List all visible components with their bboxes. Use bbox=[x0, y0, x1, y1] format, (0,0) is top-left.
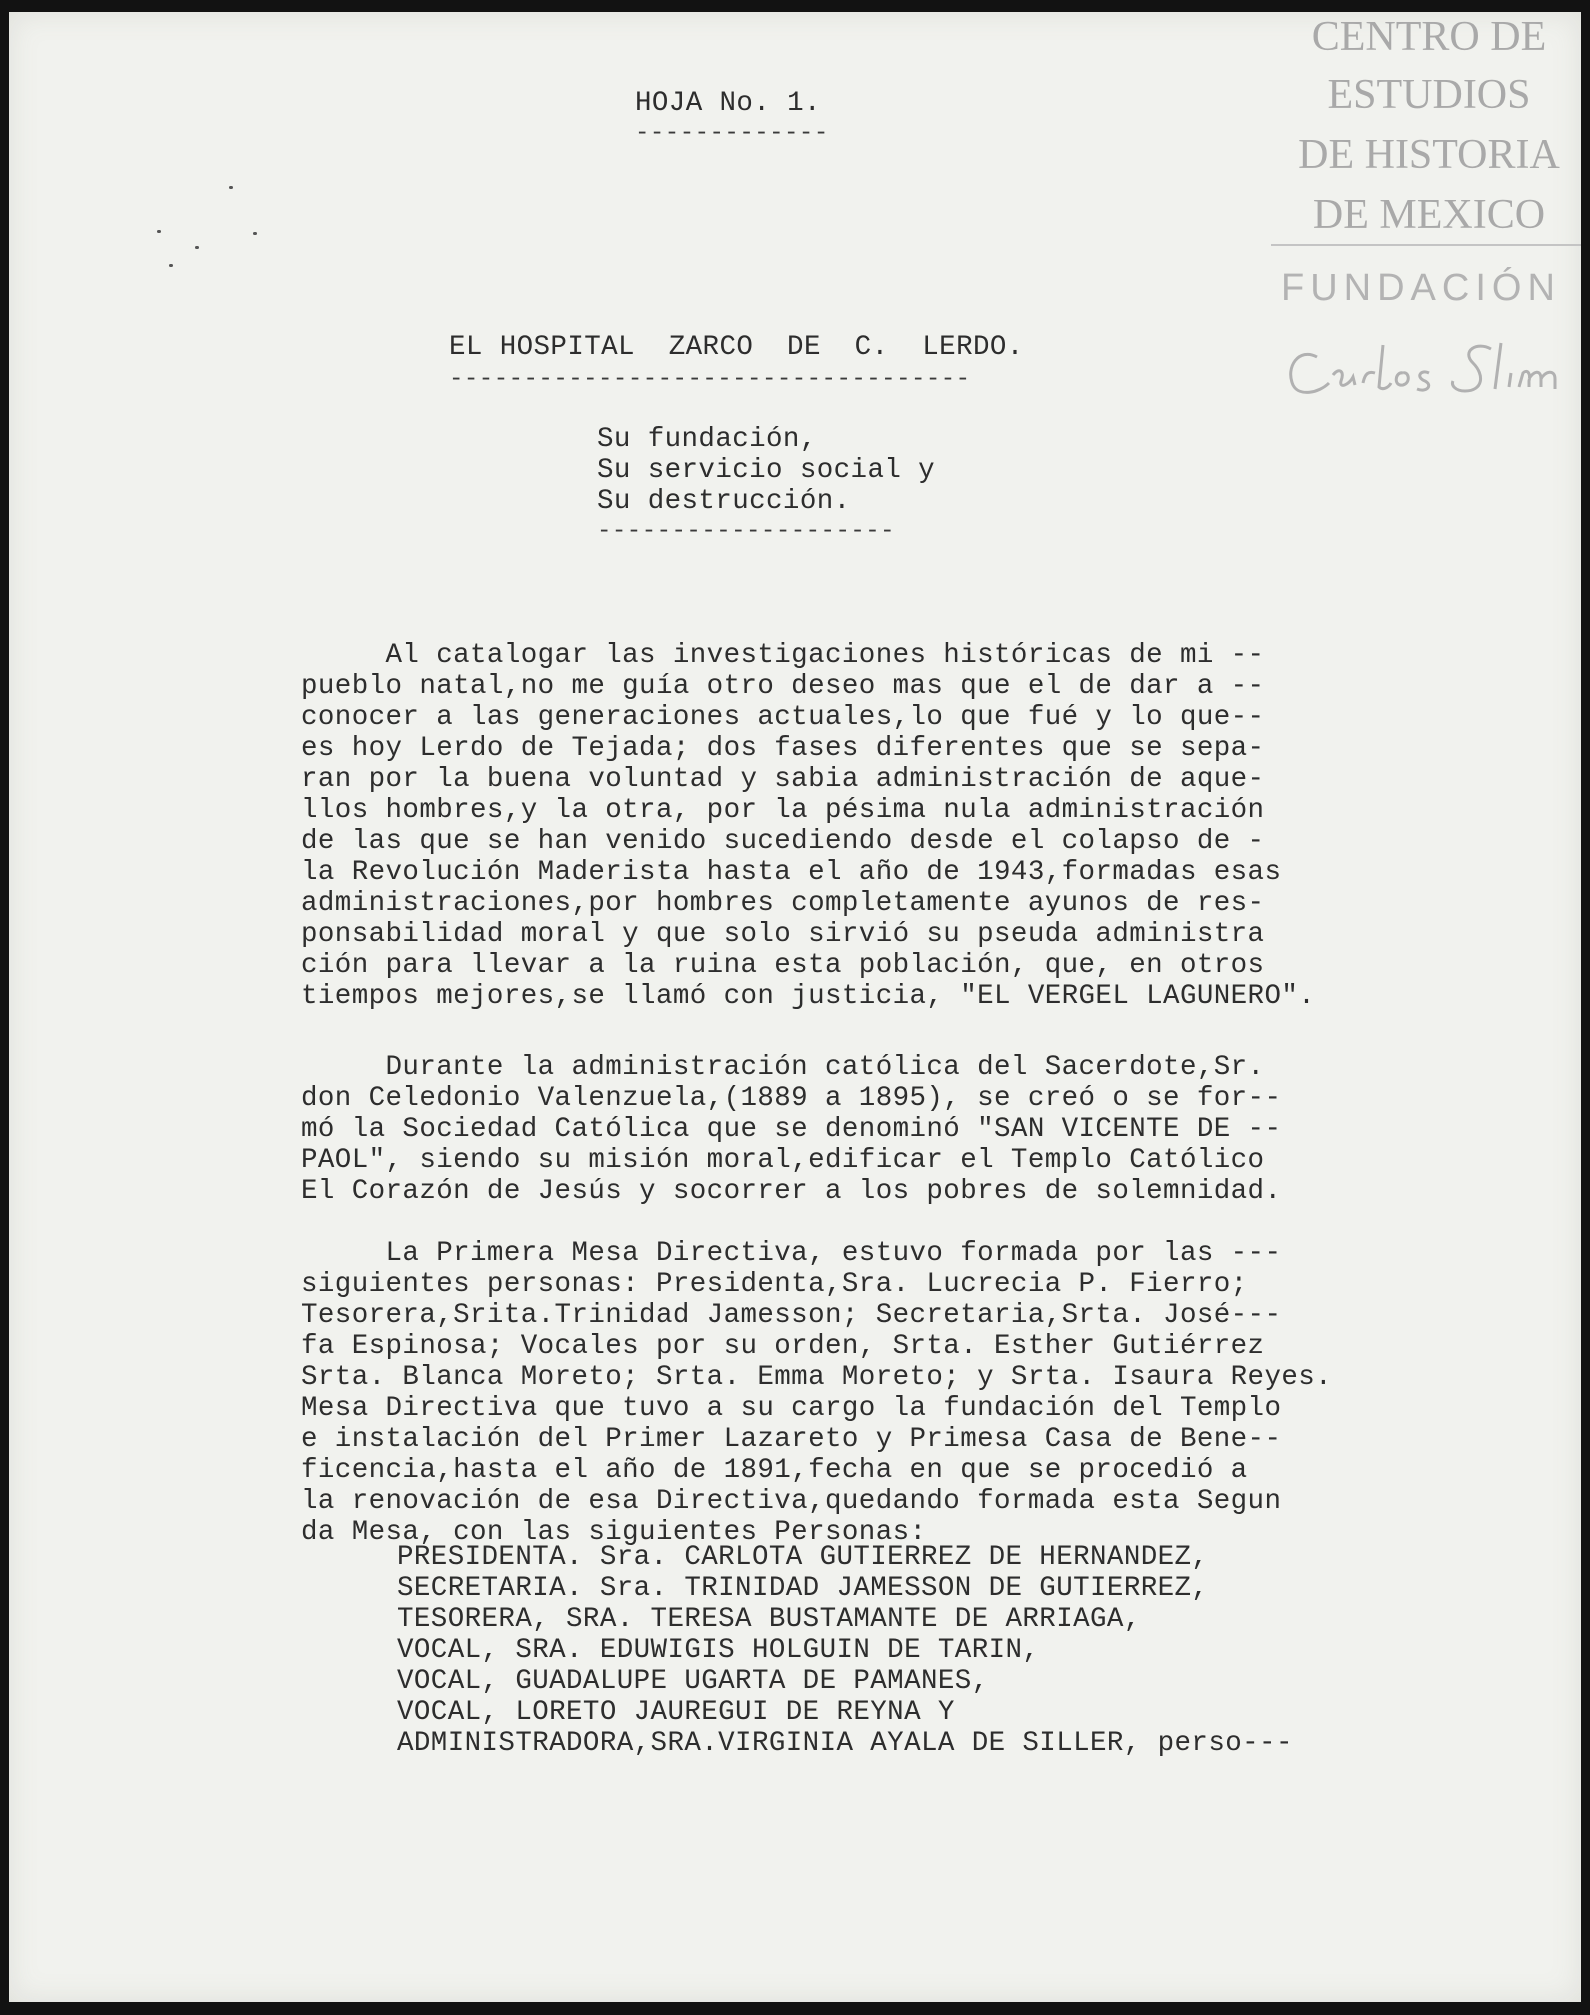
document-title-underline: ----------------------------------- bbox=[449, 366, 971, 393]
paragraph-1-line: llos hombres,y la otra, por la pésima nula administración bbox=[301, 795, 1265, 826]
board-member-line: TESORERA, SRA. TERESA BUSTAMANTE DE ARRIAGA, bbox=[397, 1604, 1141, 1635]
paragraph-1-line: pueblo natal,no me guía otro deseo mas que el de dar a -- bbox=[301, 671, 1265, 702]
paragraph-2-line: mó la Sociedad Católica que se denominó "SAN VICENTE DE -- bbox=[301, 1114, 1282, 1145]
watermark-line-3: DE HISTORIA bbox=[1298, 132, 1560, 178]
watermark-line-1: CENTRO DE bbox=[1311, 14, 1547, 60]
paragraph-1-line: ponsabilidad moral y que solo sirvió su pseuda administra bbox=[301, 919, 1265, 950]
carlos-slim-signature-icon bbox=[1279, 327, 1579, 407]
board-member-line: PRESIDENTA. Sra. CARLOTA GUTIERREZ DE HERNANDEZ, bbox=[397, 1542, 1209, 1573]
ink-speck bbox=[157, 230, 161, 233]
watermark-line-2: ESTUDIOS bbox=[1327, 72, 1531, 118]
paragraph-1-line: administraciones,por hombres completamente ayunos de res- bbox=[301, 888, 1265, 919]
watermark-foundation: FUNDACIÓN bbox=[1281, 267, 1561, 309]
ink-speck bbox=[195, 246, 199, 249]
ink-speck bbox=[169, 264, 173, 267]
board-member-line: VOCAL, LORETO JAUREGUI DE REYNA Y bbox=[397, 1697, 955, 1728]
paragraph-3-line: Tesorera,Srita.Trinidad Jamesson; Secretaria,Srta. José--- bbox=[301, 1300, 1282, 1331]
subtitle-line-2: Su servicio social y bbox=[597, 455, 936, 486]
paragraph-2-line: don Celedonio Valenzuela,(1889 a 1895), se creó o se for-- bbox=[301, 1083, 1282, 1114]
ink-speck bbox=[229, 186, 233, 189]
watermark-line-4: DE MEXICO bbox=[1312, 192, 1546, 238]
paragraph-3-line: fa Espinosa; Vocales por su orden, Srta. Esther Gutiérrez bbox=[301, 1331, 1265, 1362]
paragraph-3-line: Srta. Blanca Moreto; Srta. Emma Moreto; y Srta. Isaura Reyes. bbox=[301, 1362, 1333, 1393]
paragraph-2-line: Durante la administración católica del Sacerdote,Sr. bbox=[301, 1052, 1265, 1083]
board-member-line: ADMINISTRADORA,SRA.VIRGINIA AYALA DE SILLER, perso--- bbox=[397, 1728, 1293, 1759]
paragraph-2-line: PAOL", siendo su misión moral,edificar el Templo Católico bbox=[301, 1145, 1265, 1176]
watermark-divider bbox=[1271, 244, 1581, 246]
paragraph-1-line: ción para llevar a la ruina esta población, que, en otros bbox=[301, 950, 1265, 981]
paragraph-3-line: siguientes personas: Presidenta,Sra. Lucrecia P. Fierro; bbox=[301, 1269, 1248, 1300]
board-member-line: VOCAL, GUADALUPE UGARTA DE PAMANES, bbox=[397, 1666, 989, 1697]
sheet-label-underline: ------------- bbox=[635, 120, 829, 147]
paragraph-1-line: de las que se han venido sucediendo desde el colapso de - bbox=[301, 826, 1265, 857]
paragraph-3-line: Mesa Directiva que tuvo a su cargo la fundación del Templo bbox=[301, 1393, 1282, 1424]
paragraph-1-line: Al catalogar las investigaciones históricas de mi -- bbox=[301, 640, 1265, 671]
board-member-line: VOCAL, SRA. EDUWIGIS HOLGUIN DE TARIN, bbox=[397, 1635, 1040, 1666]
document-title: EL HOSPITAL ZARCO DE C. LERDO. bbox=[449, 332, 1024, 363]
paragraph-1-line: es hoy Lerdo de Tejada; dos fases diferentes que se sepa- bbox=[301, 733, 1265, 764]
paragraph-1-line: ran por la buena voluntad y sabia administración de aque- bbox=[301, 764, 1265, 795]
sheet-label: HOJA No. 1. bbox=[635, 88, 821, 119]
paragraph-3-line: ficencia,hasta el año de 1891,fecha en que se procedió a bbox=[301, 1455, 1248, 1486]
ink-speck bbox=[253, 232, 257, 235]
paragraph-1-line: la Revolución Maderista hasta el año de 1943,formadas esas bbox=[301, 857, 1282, 888]
subtitle-underline: -------------------- bbox=[597, 518, 896, 545]
paragraph-1-line: conocer a las generaciones actuales,lo que fué y lo que-- bbox=[301, 702, 1265, 733]
paragraph-2-line: El Corazón de Jesús y socorrer a los pobres de solemnidad. bbox=[301, 1176, 1282, 1207]
paragraph-3-line: da Mesa, con las siguientes Personas: bbox=[301, 1517, 927, 1548]
board-member-line: SECRETARIA. Sra. TRINIDAD JAMESSON DE GUTIERREZ, bbox=[397, 1573, 1209, 1604]
subtitle-line-1: Su fundación, bbox=[597, 424, 817, 455]
subtitle-line-3: Su destrucción. bbox=[597, 486, 851, 517]
paragraph-3-line: La Primera Mesa Directiva, estuvo formada por las --- bbox=[301, 1238, 1282, 1269]
paragraph-3-line: la renovación de esa Directiva,quedando formada esta Segun bbox=[301, 1486, 1282, 1517]
document-page bbox=[9, 12, 1581, 2002]
paragraph-3-line: e instalación del Primer Lazareto y Primesa Casa de Bene-- bbox=[301, 1424, 1282, 1455]
paragraph-1-line: tiempos mejores,se llamó con justicia, "EL VERGEL LAGUNERO". bbox=[301, 981, 1316, 1012]
